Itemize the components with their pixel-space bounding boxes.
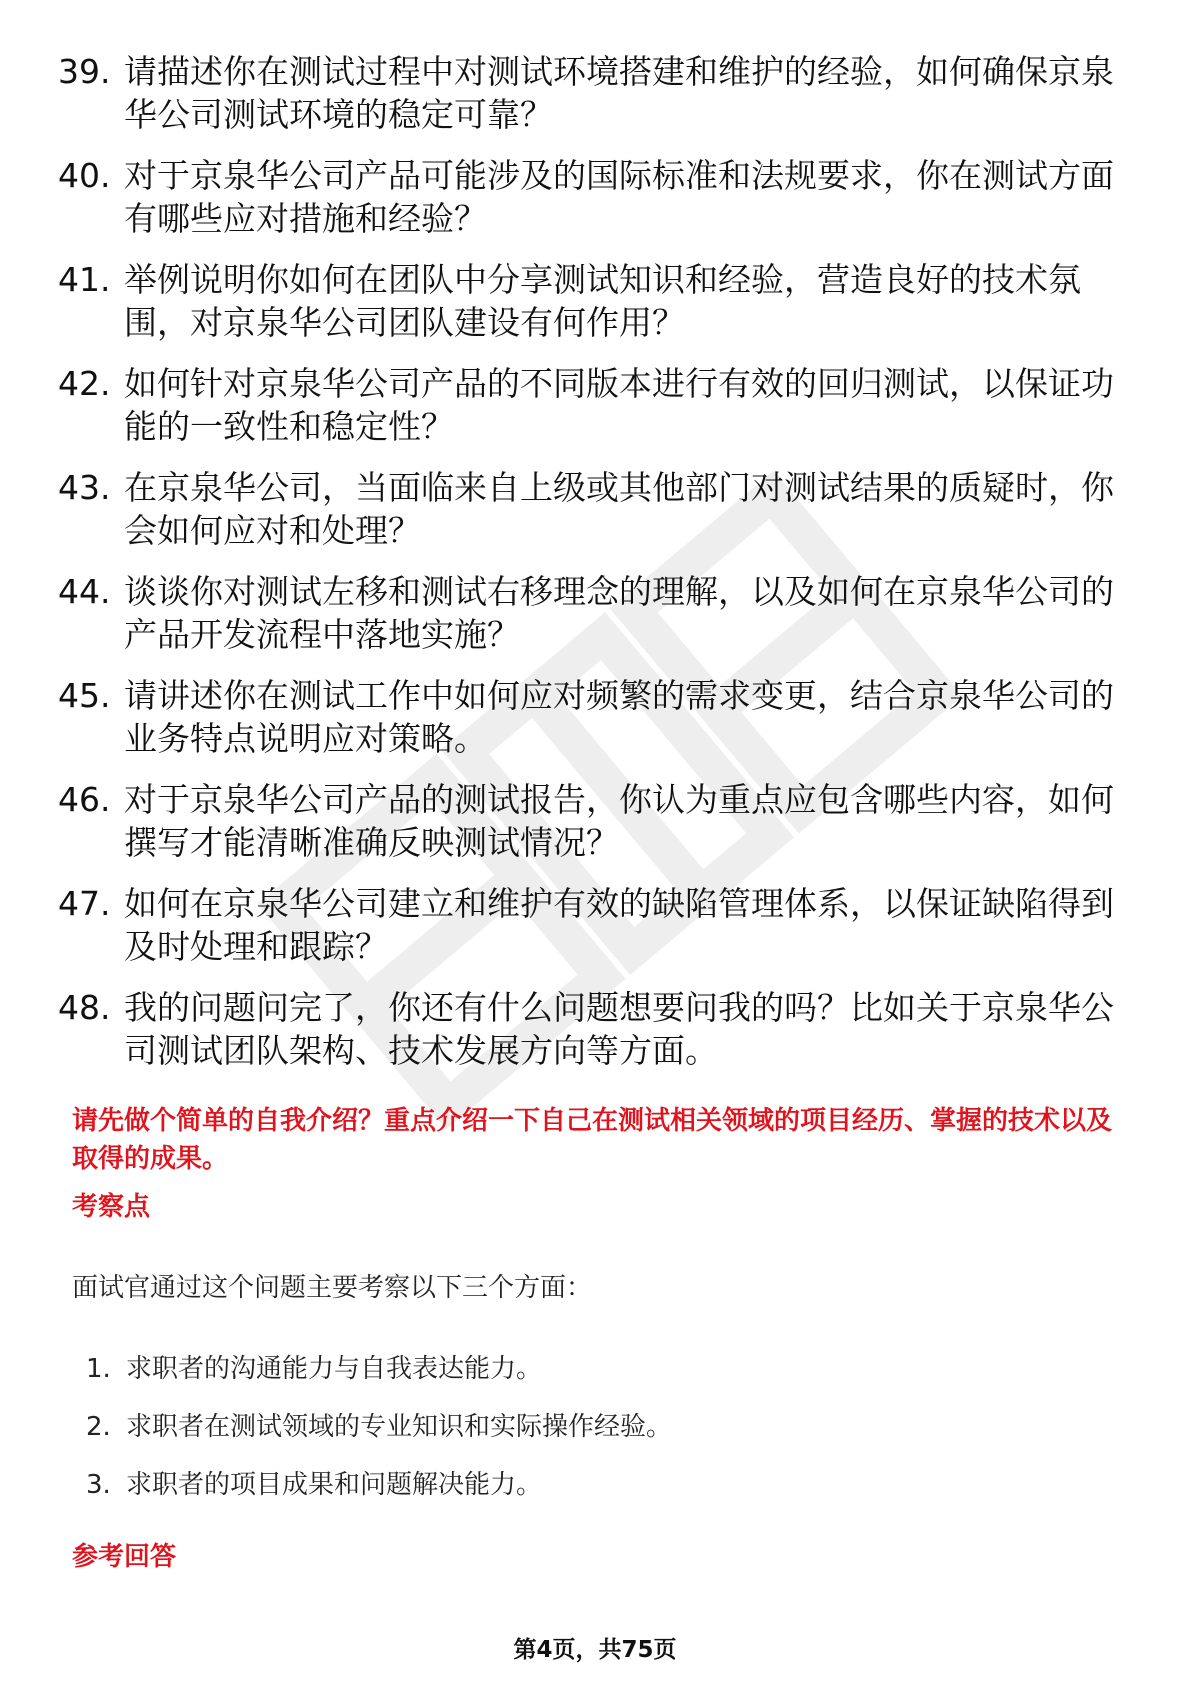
- item-text: 求职者在测试领域的专业知识和实际操作经验。: [126, 1412, 673, 1442]
- assessment-heading: 考察点: [72, 1192, 151, 1222]
- item-text: 求职者的沟通能力与自我表达能力。: [126, 1354, 543, 1384]
- list-item: [58, 50, 1118, 136]
- question-number: 42.: [58, 364, 111, 403]
- list-item: [58, 570, 1118, 656]
- intro-question-heading: 请先做个简单的自我介绍？重点介绍一下自己在测试相关领域的项目经历、掌握的技术以及取得的成果。: [72, 1106, 1113, 1174]
- list-item: [58, 466, 1118, 552]
- list-item: [58, 154, 1118, 240]
- question-number: 39.: [58, 52, 111, 91]
- question-text: 举例说明你如何在团队中分享测试知识和经验，营造良好的技术氛围，对京泉华公司团队建设有何作用？: [124, 260, 1081, 342]
- list-item: [58, 258, 1118, 344]
- item-text: 求职者的项目成果和问题解决能力。: [126, 1470, 543, 1500]
- question-text: 谈谈你对测试左移和测试右移理念的理解，以及如何在京泉华公司的产品开发流程中落地实施？: [124, 572, 1114, 654]
- list-item: [86, 1468, 1086, 1502]
- question-text: 对于京泉华公司产品可能涉及的国际标准和法规要求，你在测试方面有哪些应对措施和经验？: [124, 156, 1114, 238]
- list-item: [58, 882, 1118, 968]
- item-number: 3.: [86, 1470, 111, 1500]
- question-number: 46.: [58, 780, 111, 819]
- question-text: 如何针对京泉华公司产品的不同版本进行有效的回归测试，以保证功能的一致性和稳定性？: [124, 364, 1114, 446]
- question-text: 请描述你在测试过程中对测试环境搭建和维护的经验，如何确保京泉华公司测试环境的稳定可靠？: [124, 52, 1114, 134]
- list-item: [86, 1410, 1086, 1444]
- reference-answer-heading: 参考回答: [72, 1542, 177, 1572]
- item-number: 1.: [86, 1354, 111, 1384]
- item-number: 2.: [86, 1412, 111, 1442]
- question-number: 47.: [58, 884, 111, 923]
- question-text: 我的问题问完了，你还有什么问题想要问我的吗？比如关于京泉华公司测试团队架构、技术发展方向等方面。: [124, 988, 1114, 1070]
- question-text: 如何在京泉华公司建立和维护有效的缺陷管理体系，以保证缺陷得到及时处理和跟踪？: [124, 884, 1114, 966]
- question-number: 44.: [58, 572, 111, 611]
- question-number: 43.: [58, 468, 111, 507]
- page-footer: 第4页，共75页: [513, 1637, 677, 1663]
- assessment-list: [86, 1352, 1086, 1526]
- list-item: [58, 362, 1118, 448]
- question-text: 对于京泉华公司产品的测试报告，你认为重点应包含哪些内容，如何撰写才能清晰准确反映测试情况？: [124, 780, 1114, 862]
- assessment-lead: 面试官通过这个问题主要考察以下三个方面：: [72, 1273, 593, 1303]
- question-number: 48.: [58, 988, 111, 1027]
- question-text: 在京泉华公司，当面临来自上级或其他部门对测试结果的质疑时，你会如何应对和处理？: [124, 468, 1114, 550]
- list-item: [86, 1352, 1086, 1386]
- question-number: 40.: [58, 156, 111, 195]
- list-item: [58, 778, 1118, 864]
- question-list: [58, 50, 1118, 1090]
- question-number: 45.: [58, 676, 111, 715]
- question-number: 41.: [58, 260, 111, 299]
- question-text: 请讲述你在测试工作中如何应对频繁的需求变更，结合京泉华公司的业务特点说明应对策略。: [124, 676, 1114, 758]
- list-item: [58, 986, 1118, 1072]
- list-item: [58, 674, 1118, 760]
